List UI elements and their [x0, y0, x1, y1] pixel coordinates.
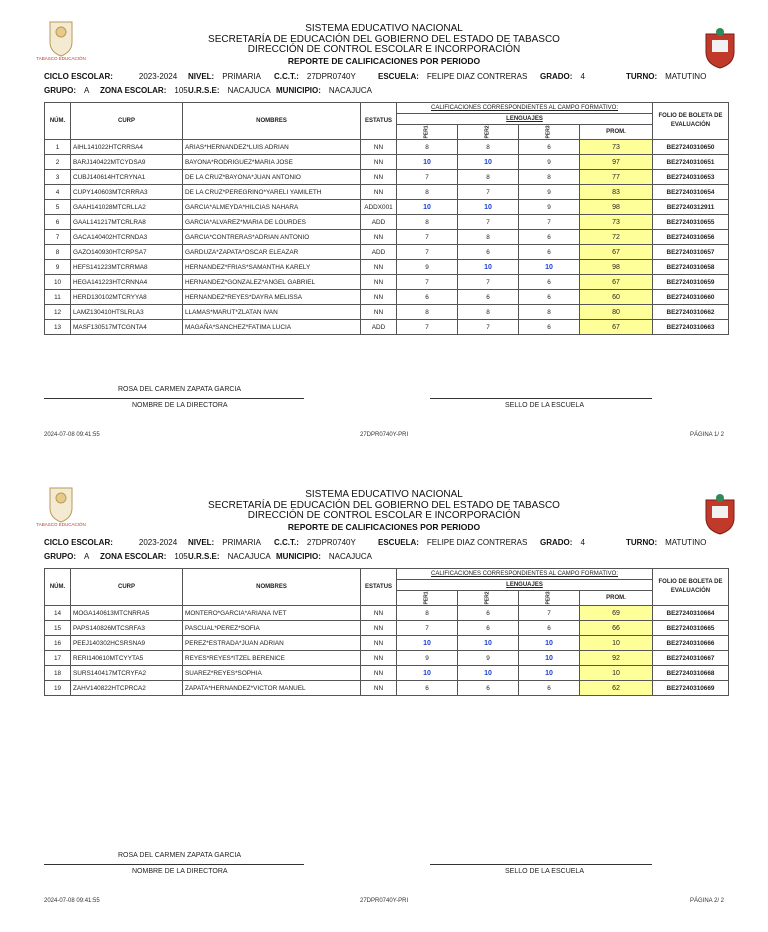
row-nombre: PASCUAL*PEREZ*SOFIA — [183, 621, 361, 636]
row-prom: 83 — [580, 185, 653, 200]
row-curp: RERI140610MTCYYTA5 — [71, 651, 183, 666]
row-prom: 66 — [580, 621, 653, 636]
row-per2: 10 — [458, 260, 519, 275]
row-per1: 6 — [397, 290, 458, 305]
row-nombre: HERNANDEZ*REYES*DAYRA MELISSA — [183, 290, 361, 305]
row-nombre: BAYONA*RODRIGUEZ*MARIA JOSE — [183, 155, 361, 170]
row-nombre: GARCIA*CONTRERAS*ADRIAN ANTONIO — [183, 230, 361, 245]
row-estatus: NN — [361, 651, 397, 666]
table-row — [45, 230, 729, 245]
row-per1: 8 — [397, 140, 458, 155]
header-title: REPORTE DE CALIFICACIONES POR PERIODO — [287, 55, 481, 66]
row-estatus: NN — [361, 621, 397, 636]
row-prom: 98 — [580, 260, 653, 275]
row-num: 15 — [45, 621, 71, 636]
row-curp: MASF130517MTCGNTA4 — [71, 320, 183, 335]
row-num: 9 — [45, 260, 71, 275]
row-prom: 97 — [580, 155, 653, 170]
row-prom: 62 — [580, 681, 653, 696]
row-nombre: HERNANDEZ*FRIAS*SAMANTHA KARELY — [183, 260, 361, 275]
header-line-1: SISTEMA EDUCATIVO NACIONAL — [305, 23, 463, 34]
row-prom: 80 — [580, 305, 653, 320]
row-folio: BE27240310665 — [653, 621, 729, 636]
table-row — [45, 320, 729, 335]
municipio: MUNICIPIO: NACAJUCA — [276, 552, 373, 561]
table-row — [45, 290, 729, 305]
row-per1: 7 — [397, 621, 458, 636]
row-nombre: LLAMAS*MARUT*ZLATAN IVAN — [183, 305, 361, 320]
row-curp: LAMZ130410HTSLRLA3 — [71, 305, 183, 320]
row-per1: 10 — [397, 200, 458, 215]
row-curp: GAZO140930HTCRPSA7 — [71, 245, 183, 260]
col-num: NÚM. — [45, 103, 71, 140]
table-row — [45, 200, 729, 215]
header-line-3: DIRECCIÓN DE CONTROL ESCOLAR E INCORPORACIÓN — [247, 510, 521, 521]
zona-escolar: ZONA ESCOLAR: 105 — [100, 552, 188, 561]
row-curp: AIHL141022HTCRRSA4 — [71, 140, 183, 155]
col-per3: PER3 — [519, 125, 580, 140]
grades-table-1 — [44, 102, 729, 335]
header-title: REPORTE DE CALIFICACIONES POR PERIODO — [287, 521, 481, 532]
row-per2: 9 — [458, 651, 519, 666]
table-row — [45, 155, 729, 170]
row-curp: ZAHV140822HTCPRCA2 — [71, 681, 183, 696]
row-nombre: ZAPATA*HERNANDEZ*VICTOR MANUEL — [183, 681, 361, 696]
header-line-2: SECRETARÍA DE EDUCACIÓN DEL GOBIERNO DEL ESTADO DE TABASCO — [208, 33, 560, 45]
cct: C.C.T.: 27DPR0740Y — [274, 72, 356, 81]
svg-text:TABASCO EDUCACIÓN: TABASCO EDUCACIÓN — [36, 522, 86, 527]
director-name: ROSA DEL CARMEN ZAPATA GARCIA — [118, 852, 242, 859]
row-per2: 7 — [458, 320, 519, 335]
row-prom: 10 — [580, 666, 653, 681]
row-nombre: GARCIA*ALMEYDA*HILCIAS NAHARA — [183, 200, 361, 215]
row-per3: 9 — [519, 200, 580, 215]
grupo: GRUPO: A — [44, 552, 90, 561]
row-estatus: NN — [361, 681, 397, 696]
row-per3: 9 — [519, 185, 580, 200]
footer-date: 2024-07-08 09:41:55 — [44, 898, 100, 904]
row-per1: 7 — [397, 230, 458, 245]
row-per1: 8 — [397, 305, 458, 320]
row-nombre: DE LA CRUZ*BAYONA*JUAN ANTONIO — [183, 170, 361, 185]
row-prom: 67 — [580, 245, 653, 260]
row-estatus: ADD — [361, 320, 397, 335]
row-nombre: MAGAÑA*SANCHEZ*FATIMA LUCIA — [183, 320, 361, 335]
row-estatus: NN — [361, 305, 397, 320]
row-curp: PAPS140826MTCSRFA3 — [71, 621, 183, 636]
row-folio: BE27240310660 — [653, 290, 729, 305]
table-body-1 — [45, 140, 729, 335]
row-per2: 7 — [458, 275, 519, 290]
seal-line — [430, 864, 652, 865]
row-num: 7 — [45, 230, 71, 245]
table-row — [45, 606, 729, 621]
row-prom: 60 — [580, 290, 653, 305]
row-per3: 10 — [519, 651, 580, 666]
row-per1: 7 — [397, 245, 458, 260]
row-curp: BARJ140422MTCYDSA9 — [71, 155, 183, 170]
row-nombre: PEREZ*ESTRADA*JUAN ADRIAN — [183, 636, 361, 651]
header-line-1: SISTEMA EDUCATIVO NACIONAL — [305, 489, 463, 500]
row-estatus: NN — [361, 170, 397, 185]
row-folio: BE27240310663 — [653, 320, 729, 335]
row-estatus: NN — [361, 290, 397, 305]
grupo: GRUPO: A — [44, 86, 90, 95]
row-nombre: HERNANDEZ*GONZALEZ*ANGEL GABRIEL — [183, 275, 361, 290]
zona-escolar: ZONA ESCOLAR: 105 — [100, 86, 188, 95]
row-folio: BE27240310658 — [653, 260, 729, 275]
row-nombre: GARCIA*ALVAREZ*MARIA DE LOURDES — [183, 215, 361, 230]
row-prom: 72 — [580, 230, 653, 245]
row-curp: HEFS141223MTCRRMA8 — [71, 260, 183, 275]
report-header — [0, 490, 768, 532]
row-prom: 67 — [580, 320, 653, 335]
col-folio: FOLIO DE BOLETA DE EVALUACIÓN — [653, 103, 729, 140]
row-folio: BE27240310655 — [653, 215, 729, 230]
row-per3: 7 — [519, 606, 580, 621]
row-num: 17 — [45, 651, 71, 666]
row-per3: 10 — [519, 636, 580, 651]
report-page-2 — [0, 466, 768, 932]
row-folio: BE27240310654 — [653, 185, 729, 200]
row-prom: 92 — [580, 651, 653, 666]
row-nombre: ARIAS*HERNANDEZ*LUIS ADRIAN — [183, 140, 361, 155]
row-per2: 6 — [458, 290, 519, 305]
table-row — [45, 305, 729, 320]
row-num: 6 — [45, 215, 71, 230]
escuela: ESCUELA: FELIPE DIAZ CONTRERAS — [378, 72, 528, 81]
row-prom: 73 — [580, 140, 653, 155]
col-prom: PROM. — [580, 125, 653, 140]
urse: U.R.S.E: NACAJUCA — [188, 552, 271, 561]
row-per2: 7 — [458, 185, 519, 200]
table-row — [45, 636, 729, 651]
escuela: ESCUELA: FELIPE DIAZ CONTRERAS — [378, 538, 528, 547]
row-folio: BE27240310650 — [653, 140, 729, 155]
header-line-3: DIRECCIÓN DE CONTROL ESCOLAR E INCORPORACIÓN — [247, 44, 521, 55]
row-per2: 10 — [458, 200, 519, 215]
row-per1: 9 — [397, 651, 458, 666]
row-per3: 6 — [519, 320, 580, 335]
row-prom: 67 — [580, 275, 653, 290]
seal-label: SELLO DE LA ESCUELA — [505, 868, 584, 875]
col-campo: CALIFICACIONES CORRESPONDIENTES AL CAMPO FORMATIVO: — [397, 103, 653, 114]
ciclo-escolar: CICLO ESCOLAR: 2023-2024 — [44, 72, 178, 81]
col-per2: PER2 — [458, 591, 519, 606]
turno: TURNO: MATUTINO — [626, 72, 707, 81]
director-label: NOMBRE DE LA DIRECTORA — [132, 402, 228, 409]
col-curp: CURP — [71, 103, 183, 140]
header-line-2: SECRETARÍA DE EDUCACIÓN DEL GOBIERNO DEL ESTADO DE TABASCO — [208, 499, 560, 511]
footer-page: PÁGINA 2/ 2 — [690, 898, 725, 904]
row-nombre: GARDUZA*ZAPATA*OSCAR ELEAZAR — [183, 245, 361, 260]
row-per1: 7 — [397, 170, 458, 185]
row-per3: 9 — [519, 155, 580, 170]
col-per1: PER1 — [397, 125, 458, 140]
row-num: 2 — [45, 155, 71, 170]
table-row — [45, 681, 729, 696]
row-curp: SURS140417MTCRYFA2 — [71, 666, 183, 681]
row-per3: 6 — [519, 140, 580, 155]
footer-page: PÁGINA 1/ 2 — [690, 432, 725, 438]
table-row — [45, 275, 729, 290]
col-prom: PROM. — [580, 591, 653, 606]
row-num: 12 — [45, 305, 71, 320]
col-estatus: ESTATUS — [361, 569, 397, 606]
row-per3: 10 — [519, 260, 580, 275]
row-per1: 8 — [397, 606, 458, 621]
turno: TURNO: MATUTINO — [626, 538, 707, 547]
row-num: 11 — [45, 290, 71, 305]
row-folio: BE27240312911 — [653, 200, 729, 215]
row-prom: 73 — [580, 215, 653, 230]
row-nombre: SUAREZ*REYES*SOPHIA — [183, 666, 361, 681]
row-nombre: DE LA CRUZ*PEREGRINO*YARELI YAMILETH — [183, 185, 361, 200]
row-estatus: NN — [361, 666, 397, 681]
row-estatus: NN — [361, 275, 397, 290]
row-per2: 8 — [458, 305, 519, 320]
nivel: NIVEL: PRIMARIA — [188, 72, 261, 81]
row-per3: 6 — [519, 290, 580, 305]
row-per1: 7 — [397, 275, 458, 290]
grades-table-2 — [44, 568, 729, 696]
row-folio: BE27240310666 — [653, 636, 729, 651]
grado: GRADO: 4 — [540, 538, 585, 547]
row-per3: 7 — [519, 215, 580, 230]
urse: U.R.S.E: NACAJUCA — [188, 86, 271, 95]
row-per3: 10 — [519, 666, 580, 681]
row-curp: GAAH141028MTCRLLA2 — [71, 200, 183, 215]
row-estatus: NN — [361, 260, 397, 275]
row-per1: 9 — [397, 260, 458, 275]
row-folio: BE27240310651 — [653, 155, 729, 170]
row-per3: 6 — [519, 230, 580, 245]
row-per2: 6 — [458, 606, 519, 621]
municipio: MUNICIPIO: NACAJUCA — [276, 86, 373, 95]
row-folio: BE27240310659 — [653, 275, 729, 290]
row-num: 19 — [45, 681, 71, 696]
col-nombres: NOMBRES — [183, 569, 361, 606]
row-estatus: ADDX001 — [361, 200, 397, 215]
seal-line — [430, 398, 652, 399]
cct: C.C.T.: 27DPR0740Y — [274, 538, 356, 547]
row-per2: 7 — [458, 215, 519, 230]
col-lenguajes: LENGUAJES — [397, 580, 653, 591]
footer-date: 2024-07-08 09:41:55 — [44, 432, 100, 438]
row-per3: 6 — [519, 621, 580, 636]
row-per1: 7 — [397, 320, 458, 335]
row-folio: BE27240310656 — [653, 230, 729, 245]
grado: GRADO: 4 — [540, 72, 585, 81]
row-per1: 10 — [397, 666, 458, 681]
col-per2: PER2 — [458, 125, 519, 140]
row-prom: 69 — [580, 606, 653, 621]
row-folio: BE27240310667 — [653, 651, 729, 666]
row-per1: 10 — [397, 155, 458, 170]
row-per1: 6 — [397, 681, 458, 696]
row-estatus: NN — [361, 636, 397, 651]
row-folio: BE27240310664 — [653, 606, 729, 621]
row-per3: 8 — [519, 305, 580, 320]
row-per3: 8 — [519, 170, 580, 185]
row-folio: BE27240310653 — [653, 170, 729, 185]
row-per1: 8 — [397, 185, 458, 200]
row-prom: 77 — [580, 170, 653, 185]
row-per2: 6 — [458, 245, 519, 260]
row-per2: 10 — [458, 155, 519, 170]
row-num: 4 — [45, 185, 71, 200]
row-num: 8 — [45, 245, 71, 260]
row-prom: 10 — [580, 636, 653, 651]
svg-text:TABASCO EDUCACIÓN: TABASCO EDUCACIÓN — [36, 56, 86, 61]
row-estatus: NN — [361, 606, 397, 621]
table-row — [45, 215, 729, 230]
col-per3: PER3 — [519, 591, 580, 606]
row-per3: 6 — [519, 275, 580, 290]
row-per2: 10 — [458, 636, 519, 651]
col-folio: FOLIO DE BOLETA DE EVALUACIÓN — [653, 569, 729, 606]
seal-label: SELLO DE LA ESCUELA — [505, 402, 584, 409]
row-curp: HEGA141223HTCRNNA4 — [71, 275, 183, 290]
row-num: 18 — [45, 666, 71, 681]
footer-code: 27DPR0740Y-PRI — [360, 432, 409, 438]
table-row — [45, 260, 729, 275]
table-row — [45, 621, 729, 636]
row-per2: 10 — [458, 666, 519, 681]
report-header — [0, 24, 768, 66]
row-per3: 6 — [519, 681, 580, 696]
row-num: 13 — [45, 320, 71, 335]
table-row — [45, 185, 729, 200]
row-estatus: NN — [361, 155, 397, 170]
row-folio: BE27240310657 — [653, 245, 729, 260]
table-row — [45, 245, 729, 260]
row-folio: BE27240310662 — [653, 305, 729, 320]
table-body-2 — [45, 606, 729, 696]
row-per2: 6 — [458, 681, 519, 696]
row-nombre: MONTERO*GARCIA*ARIANA IVET — [183, 606, 361, 621]
row-folio: BE27240310668 — [653, 666, 729, 681]
row-prom: 98 — [580, 200, 653, 215]
row-nombre: REYES*REYES*ITZEL BERENICE — [183, 651, 361, 666]
row-folio: BE27240310669 — [653, 681, 729, 696]
row-curp: GACA140402HTCRNDA3 — [71, 230, 183, 245]
col-estatus: ESTATUS — [361, 103, 397, 140]
row-num: 14 — [45, 606, 71, 621]
col-nombres: NOMBRES — [183, 103, 361, 140]
col-per1: PER1 — [397, 591, 458, 606]
row-estatus: ADD — [361, 245, 397, 260]
nivel: NIVEL: PRIMARIA — [188, 538, 261, 547]
row-per2: 6 — [458, 621, 519, 636]
table-row — [45, 170, 729, 185]
director-signature-line — [44, 864, 304, 865]
row-num: 3 — [45, 170, 71, 185]
col-num: NÚM. — [45, 569, 71, 606]
table-row — [45, 140, 729, 155]
row-num: 16 — [45, 636, 71, 651]
director-name: ROSA DEL CARMEN ZAPATA GARCIA — [118, 386, 242, 393]
ciclo-escolar: CICLO ESCOLAR: 2023-2024 — [44, 538, 178, 547]
row-num: 1 — [45, 140, 71, 155]
col-curp: CURP — [71, 569, 183, 606]
row-estatus: ADD — [361, 215, 397, 230]
row-estatus: NN — [361, 230, 397, 245]
row-curp: CUBJ140614HTCRYNA1 — [71, 170, 183, 185]
director-label: NOMBRE DE LA DIRECTORA — [132, 868, 228, 875]
row-per1: 8 — [397, 215, 458, 230]
table-row — [45, 651, 729, 666]
row-num: 10 — [45, 275, 71, 290]
row-per2: 8 — [458, 140, 519, 155]
row-per1: 10 — [397, 636, 458, 651]
col-campo: CALIFICACIONES CORRESPONDIENTES AL CAMPO FORMATIVO: — [397, 569, 653, 580]
row-per2: 8 — [458, 230, 519, 245]
director-signature-line — [44, 398, 304, 399]
row-curp: HERD130102MTCRYYA8 — [71, 290, 183, 305]
row-curp: GAAL141217MTCRLRA8 — [71, 215, 183, 230]
col-lenguajes: LENGUAJES — [397, 114, 653, 125]
row-per3: 6 — [519, 245, 580, 260]
row-estatus: NN — [361, 140, 397, 155]
table-row — [45, 666, 729, 681]
footer-code: 27DPR0740Y-PRI — [360, 898, 409, 904]
row-per2: 8 — [458, 170, 519, 185]
row-curp: MOGA140613MTCNRRA5 — [71, 606, 183, 621]
row-curp: CUPY140603MTCRRRA3 — [71, 185, 183, 200]
row-estatus: NN — [361, 185, 397, 200]
row-num: 5 — [45, 200, 71, 215]
row-curp: PEEJ140302HCSRSNA9 — [71, 636, 183, 651]
